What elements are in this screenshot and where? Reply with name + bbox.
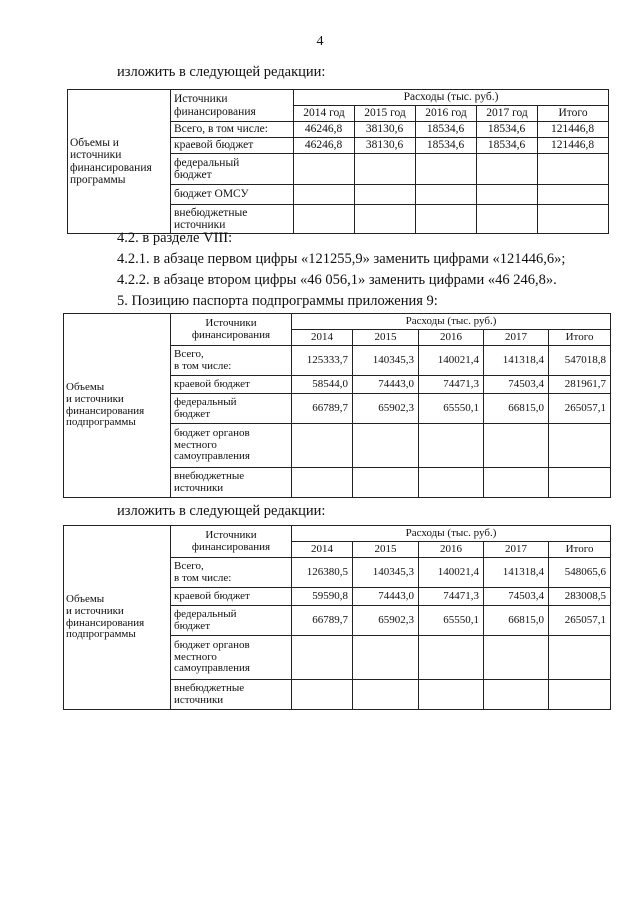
cell-value: 140021,4: [419, 346, 484, 376]
cell-value: 141318,4: [484, 346, 549, 376]
cell-value: 65902,3: [353, 394, 419, 424]
cell-value: 125333,7: [292, 346, 353, 376]
section-4-2-2: 4.2.2. в абзаце втором цифры «46 056,1» заменить цифрами «46 246,8».: [117, 272, 557, 288]
cell-value: 66815,0: [484, 606, 549, 636]
expenses-header: Расходы (тыс. руб.): [294, 90, 609, 106]
cell-value: 18534,6: [416, 138, 477, 154]
cell-value: 46246,8: [294, 138, 355, 154]
cell-value: 126380,5: [292, 558, 353, 588]
row-label: внебюджетные источники: [171, 468, 292, 498]
page-number: 4: [316, 34, 324, 49]
sources-header: Источники финансирования: [171, 90, 294, 122]
cell-value: 74503,4: [484, 376, 549, 394]
intro-text-1: изложить в следующей редакции:: [117, 64, 326, 80]
cell-value: 38130,6: [355, 138, 416, 154]
year-header: 2017 год: [477, 106, 538, 122]
cell-value: 66789,7: [292, 606, 353, 636]
cell-value: 74443,0: [353, 376, 419, 394]
cell-value: 74443,0: [353, 588, 419, 606]
row-label: краевой бюджет: [171, 588, 292, 606]
cell-value: 74503,4: [484, 588, 549, 606]
cell-value: 18534,6: [477, 122, 538, 138]
cell-value: 281961,7: [549, 376, 611, 394]
total-header: Итого: [549, 542, 611, 558]
section-4-2-1: 4.2.1. в абзаце первом цифры «121255,9» заменить цифрами «121446,6»;: [117, 251, 566, 267]
cell-value: 548065,6: [549, 558, 611, 588]
expenses-header: Расходы (тыс. руб.): [292, 314, 611, 330]
program-funding-table: [67, 89, 609, 234]
year-header: 2017: [484, 330, 549, 346]
cell-value: 140345,3: [353, 346, 419, 376]
cell-value: 18534,6: [477, 138, 538, 154]
year-header: 2017: [484, 542, 549, 558]
row-label: федеральный бюджет: [171, 606, 292, 636]
cell-value: 140021,4: [419, 558, 484, 588]
year-header: 2015: [353, 330, 419, 346]
year-header: 2016: [419, 542, 484, 558]
row-label: внебюджетные источники: [171, 680, 292, 710]
funding-volume-label: Объемы и источники финансирования подпрограммы: [64, 314, 171, 498]
year-header: 2016 год: [416, 106, 477, 122]
cell-value: 46246,8: [294, 122, 355, 138]
cell-value: 121446,8: [538, 138, 609, 154]
cell-value: 547018,8: [549, 346, 611, 376]
row-label: бюджет ОМСУ: [171, 185, 294, 205]
section-5: 5. Позицию паспорта подпрограммы приложения 9:: [117, 293, 438, 309]
year-header: 2015: [353, 542, 419, 558]
sources-header: Источники финансирования: [171, 526, 292, 558]
cell-value: 66789,7: [292, 394, 353, 424]
row-label: внебюджетные источники: [171, 205, 294, 234]
year-header: 2014 год: [294, 106, 355, 122]
row-label: федеральный бюджет: [171, 154, 294, 185]
funding-volume-label: Объемы и источники финансирования программы: [68, 90, 171, 234]
row-label: краевой бюджет: [171, 138, 294, 154]
year-header: 2014: [292, 542, 353, 558]
cell-value: 141318,4: [484, 558, 549, 588]
cell-value: 66815,0: [484, 394, 549, 424]
sources-header: Источники финансирования: [171, 314, 292, 346]
cell-value: 140345,3: [353, 558, 419, 588]
subprogram-funding-table-new: [63, 525, 611, 710]
year-header: 2016: [419, 330, 484, 346]
cell-value: 59590,8: [292, 588, 353, 606]
cell-value: 74471,3: [419, 588, 484, 606]
year-header: 2015 год: [355, 106, 416, 122]
cell-value: 65550,1: [419, 606, 484, 636]
row-label: федеральный бюджет: [171, 394, 292, 424]
cell-value: 74471,3: [419, 376, 484, 394]
row-label: бюджет органов местного самоуправления: [171, 636, 292, 680]
cell-value: 18534,6: [416, 122, 477, 138]
cell-value: 65550,1: [419, 394, 484, 424]
intro-text-2: изложить в следующей редакции:: [117, 503, 326, 519]
total-header: Итого: [549, 330, 611, 346]
funding-volume-label: Объемы и источники финансирования подпрограммы: [64, 526, 171, 710]
cell-value: 121446,8: [538, 122, 609, 138]
total-header: Итого: [538, 106, 609, 122]
cell-value: 283008,5: [549, 588, 611, 606]
row-label: Всего, в том числе:: [171, 122, 294, 138]
cell-value: 58544,0: [292, 376, 353, 394]
cell-value: 38130,6: [355, 122, 416, 138]
cell-value: 265057,1: [549, 394, 611, 424]
section-4-2: 4.2. в разделе VIII:: [117, 230, 233, 246]
cell-value: 265057,1: [549, 606, 611, 636]
year-header: 2014: [292, 330, 353, 346]
row-label: бюджет органов местного самоуправления: [171, 424, 292, 468]
subprogram-funding-table-old: [63, 313, 611, 498]
cell-value: 65902,3: [353, 606, 419, 636]
row-label: Всего, в том числе:: [171, 558, 292, 588]
row-label: Всего, в том числе:: [171, 346, 292, 376]
expenses-header: Расходы (тыс. руб.): [292, 526, 611, 542]
row-label: краевой бюджет: [171, 376, 292, 394]
